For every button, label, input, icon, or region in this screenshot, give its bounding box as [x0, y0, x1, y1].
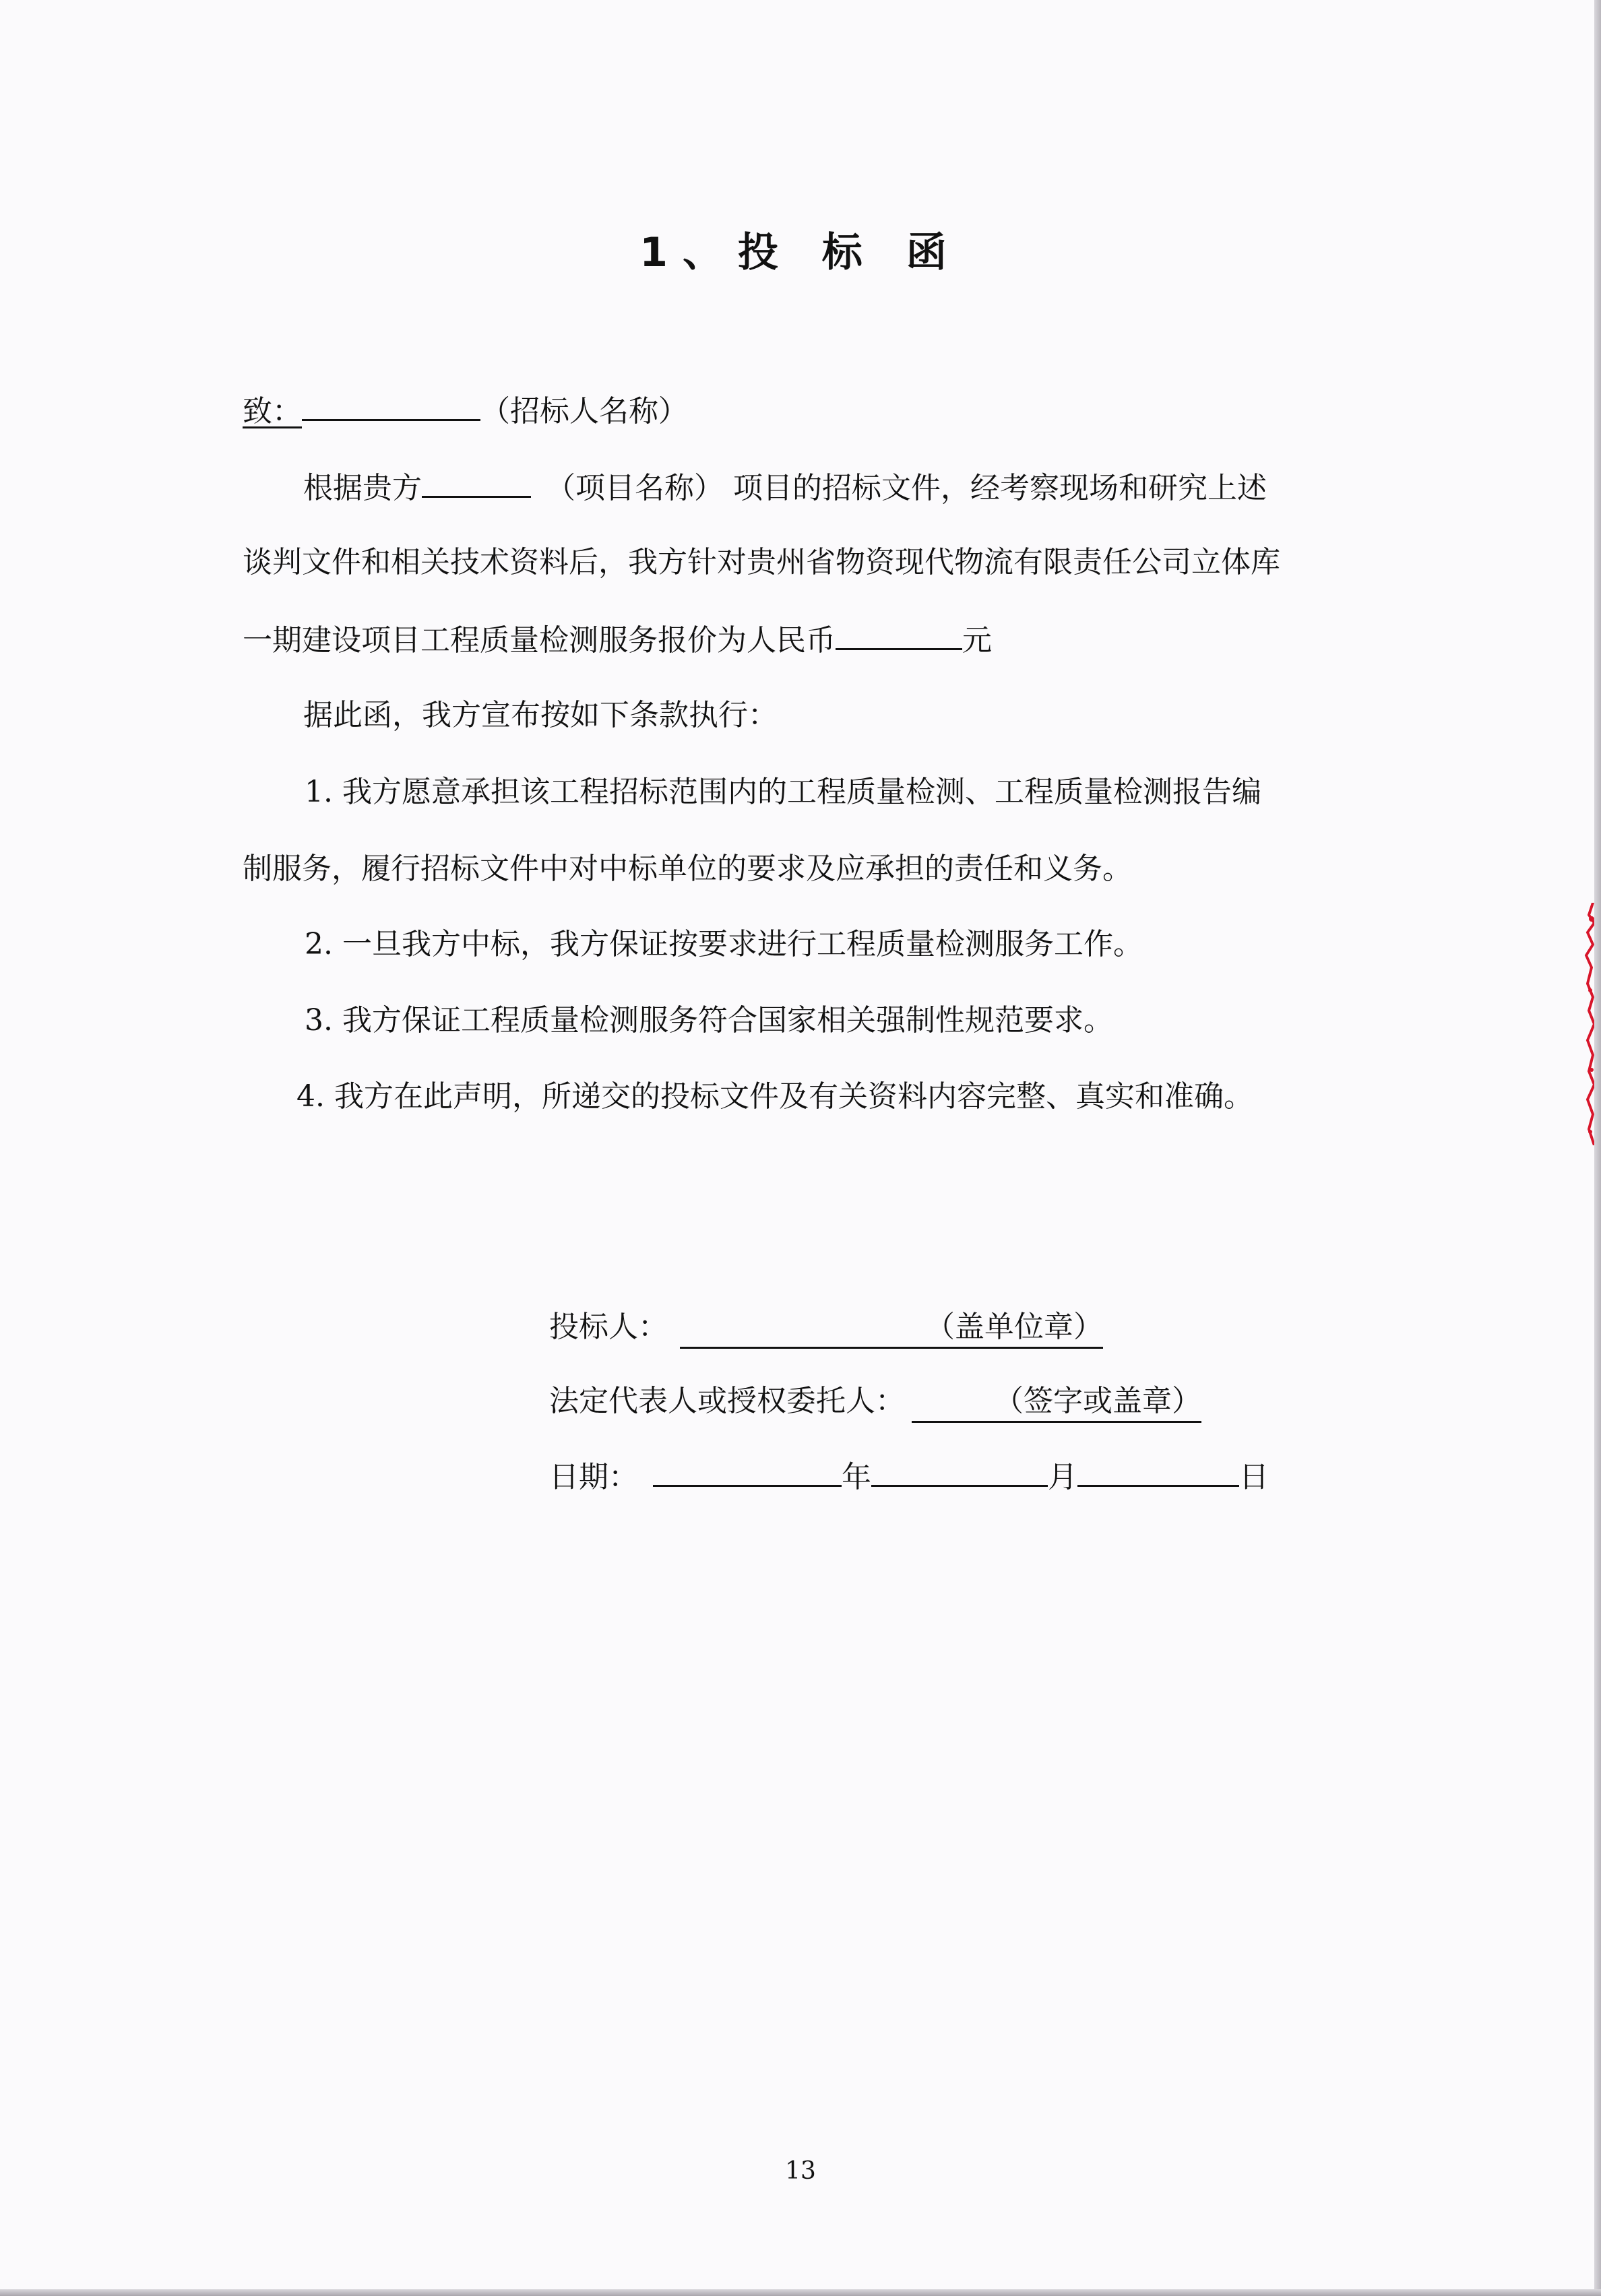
year-blank	[653, 1455, 842, 1487]
scan-edge-right	[1594, 0, 1601, 2296]
representative-line	[549, 1381, 1201, 1423]
addressee-line	[243, 389, 688, 432]
paragraph1-line3	[243, 618, 992, 661]
paragraph1-line3-suffix: 元	[962, 623, 992, 658]
term-1-line1: 1. 我方愿意承担该工程招标范围内的工程质量检测、工程质量检测报告编	[305, 775, 1261, 809]
paragraph1-line1-prefix: 根据贵方	[303, 471, 422, 505]
addressee-prefix: 致：	[243, 394, 302, 428]
paragraph1-line1-suffix: （项目名称） 项目的招标文件，经考察现场和研究上述	[546, 471, 1267, 505]
term-2: 2. 一旦我方中标，我方保证按要求进行工程质量检测服务工作。	[305, 927, 1143, 961]
day-label: 日	[1239, 1460, 1269, 1494]
paragraph1-line1	[303, 466, 1267, 509]
paragraph1-line2: 谈判文件和相关技术资料后，我方针对贵州省物资现代物流有限责任公司立体库	[243, 545, 1280, 579]
paragraph1-line3-prefix: 一期建设项目工程质量检测服务报价为人民币	[243, 623, 836, 658]
date-line	[549, 1455, 1269, 1498]
term-3: 3. 我方保证工程质量检测服务符合国家相关强制性规范要求。	[305, 1003, 1113, 1038]
scan-edge-bottom	[0, 2289, 1601, 2296]
month-label: 月	[1048, 1460, 1077, 1494]
bidder-note: （盖单位章）	[925, 1310, 1103, 1344]
day-blank	[1077, 1455, 1239, 1487]
page-number: 13	[785, 2157, 816, 2185]
month-blank	[871, 1455, 1048, 1487]
declaration-intro: 据此函，我方宣布按如下条款执行：	[303, 698, 778, 732]
year-label: 年	[842, 1460, 871, 1494]
representative-note: （签字或盖章）	[994, 1384, 1201, 1418]
project-name-blank	[422, 466, 531, 498]
bidder-signature-field	[680, 1308, 1103, 1349]
bidder-line	[549, 1307, 1103, 1349]
term-1-line2: 制服务，履行招标文件中对中标单位的要求及应承担的责任和义务。	[243, 852, 1132, 886]
addressee-blank	[302, 389, 480, 421]
price-blank	[836, 618, 962, 650]
representative-label: 法定代表人或授权委托人：	[549, 1384, 905, 1418]
date-label: 日期：	[549, 1460, 638, 1494]
term-4: 4. 我方在此声明，所递交的投标文件及有关资料内容完整、真实和准确。	[296, 1079, 1253, 1114]
document-title: 1、投 标 函	[639, 229, 962, 276]
bidder-label: 投标人：	[549, 1310, 668, 1344]
representative-signature-field	[912, 1382, 1201, 1423]
addressee-suffix: （招标人名称）	[480, 394, 688, 428]
